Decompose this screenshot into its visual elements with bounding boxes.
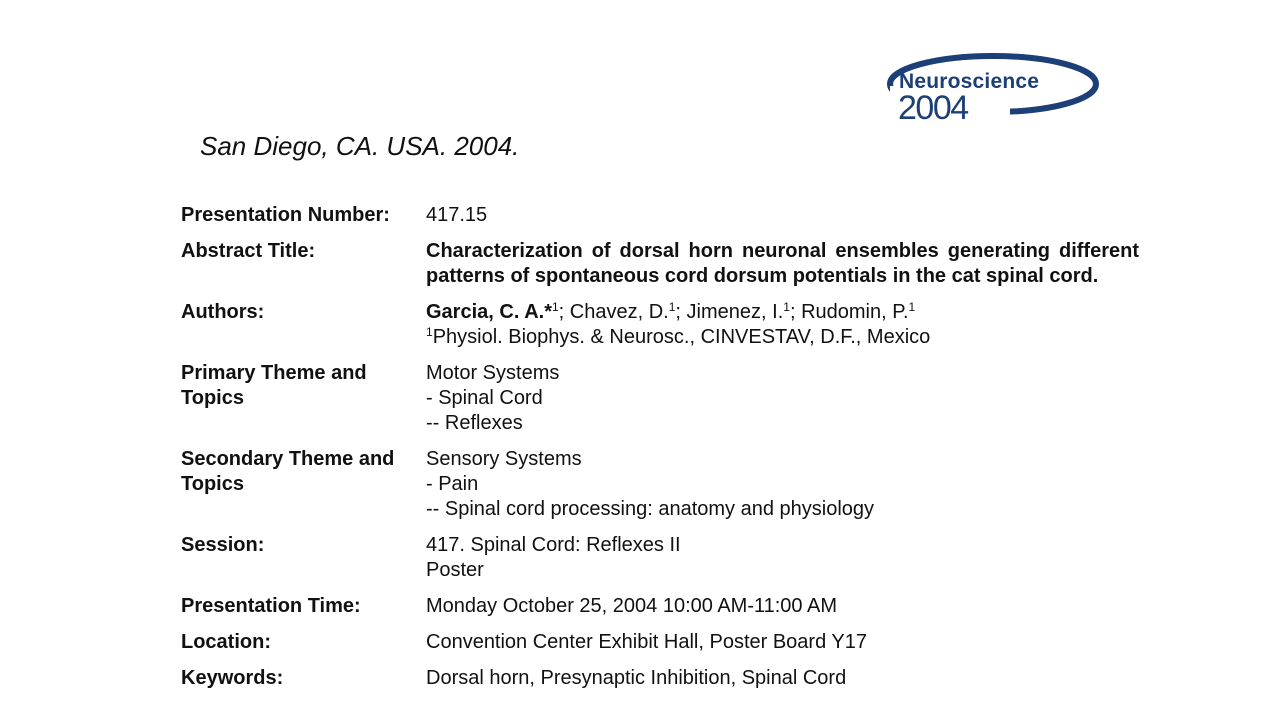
secondary-theme-label-line: Secondary Theme and xyxy=(181,448,395,470)
meeting-location: San Diego, CA. USA. 2004. xyxy=(200,131,520,161)
row-keywords xyxy=(181,666,1139,691)
row-presentation-time xyxy=(181,594,1139,619)
author-name: Rudomin, P. xyxy=(801,301,909,323)
presentation-time-value: Monday October 25, 2004 10:00 AM-11:00 AM xyxy=(426,595,837,617)
primary-theme-line: -- Reflexes xyxy=(426,412,523,434)
abstract-title-value: Characterization of dorsal horn neuronal ensembles generating different patterns of spontaneous cord dorsum potentials in the cat spinal cord. xyxy=(426,240,1139,287)
secondary-theme-line: - Pain xyxy=(426,473,479,495)
author-affiliation-mark: 1 xyxy=(551,300,559,314)
row-location xyxy=(181,630,1139,655)
author-affiliation-mark: 1 xyxy=(908,300,916,314)
affiliation-text: Physiol. Biophys. & Neurosc., CINVESTAV, D.F., Mexico xyxy=(432,326,931,348)
row-authors xyxy=(181,300,1139,350)
logo-year: 2004 xyxy=(898,89,968,127)
primary-theme-label xyxy=(181,361,426,436)
author-name: Jimenez, I. xyxy=(686,301,784,323)
row-secondary-theme xyxy=(181,447,1139,522)
row-session xyxy=(181,533,1139,583)
session-value xyxy=(426,533,1139,583)
authors-value xyxy=(426,300,1139,350)
primary-theme-label-line: Topics xyxy=(181,387,244,409)
keywords-value: Dorsal horn, Presynaptic Inhibition, Spinal Cord xyxy=(426,667,847,689)
abstract-title-label: Abstract Title: xyxy=(181,240,316,262)
location-value: Convention Center Exhibit Hall, Poster Board Y17 xyxy=(426,631,867,653)
author-list xyxy=(426,300,1139,325)
location-label: Location: xyxy=(181,631,271,653)
session-label: Session: xyxy=(181,534,265,556)
row-primary-theme xyxy=(181,361,1139,436)
author-affiliation-mark: 1 xyxy=(783,300,790,314)
primary-theme-value xyxy=(426,361,1139,436)
row-presentation-number xyxy=(181,203,1139,228)
authors-label: Authors: xyxy=(181,301,265,323)
primary-theme-label-line: Primary Theme and xyxy=(181,362,367,384)
affiliation-mark: 1 xyxy=(426,325,433,339)
author-separator: ; xyxy=(789,301,802,323)
secondary-theme-label xyxy=(181,447,426,522)
session-line: Poster xyxy=(426,559,484,581)
author-name: Garcia, C. A.* xyxy=(426,301,552,323)
secondary-theme-line: Sensory Systems xyxy=(426,448,582,470)
logo-word: Neuroscience xyxy=(899,70,1040,93)
secondary-theme-label-line: Topics xyxy=(181,473,244,495)
neuroscience-2004-logo xyxy=(886,50,1100,134)
secondary-theme-line: -- Spinal cord processing: anatomy and physiology xyxy=(426,498,875,520)
row-abstract-title xyxy=(181,239,1139,289)
author-affiliation xyxy=(426,325,1139,350)
keywords-label: Keywords: xyxy=(181,667,284,689)
author-affiliation-mark: 1 xyxy=(668,300,676,314)
author-separator: ; xyxy=(675,301,687,323)
primary-theme-line: Motor Systems xyxy=(426,362,560,384)
presentation-number-label: Presentation Number: xyxy=(181,204,390,226)
presentation-number-value: 417.15 xyxy=(426,204,488,226)
primary-theme-line: - Spinal Cord xyxy=(426,387,543,409)
presentation-time-label: Presentation Time: xyxy=(181,595,361,617)
secondary-theme-value xyxy=(426,447,1139,522)
session-line: 417. Spinal Cord: Reflexes II xyxy=(426,534,681,556)
abstract-details xyxy=(181,203,1139,702)
author-separator: ; xyxy=(558,301,570,323)
author-name: Chavez, D. xyxy=(569,301,669,323)
